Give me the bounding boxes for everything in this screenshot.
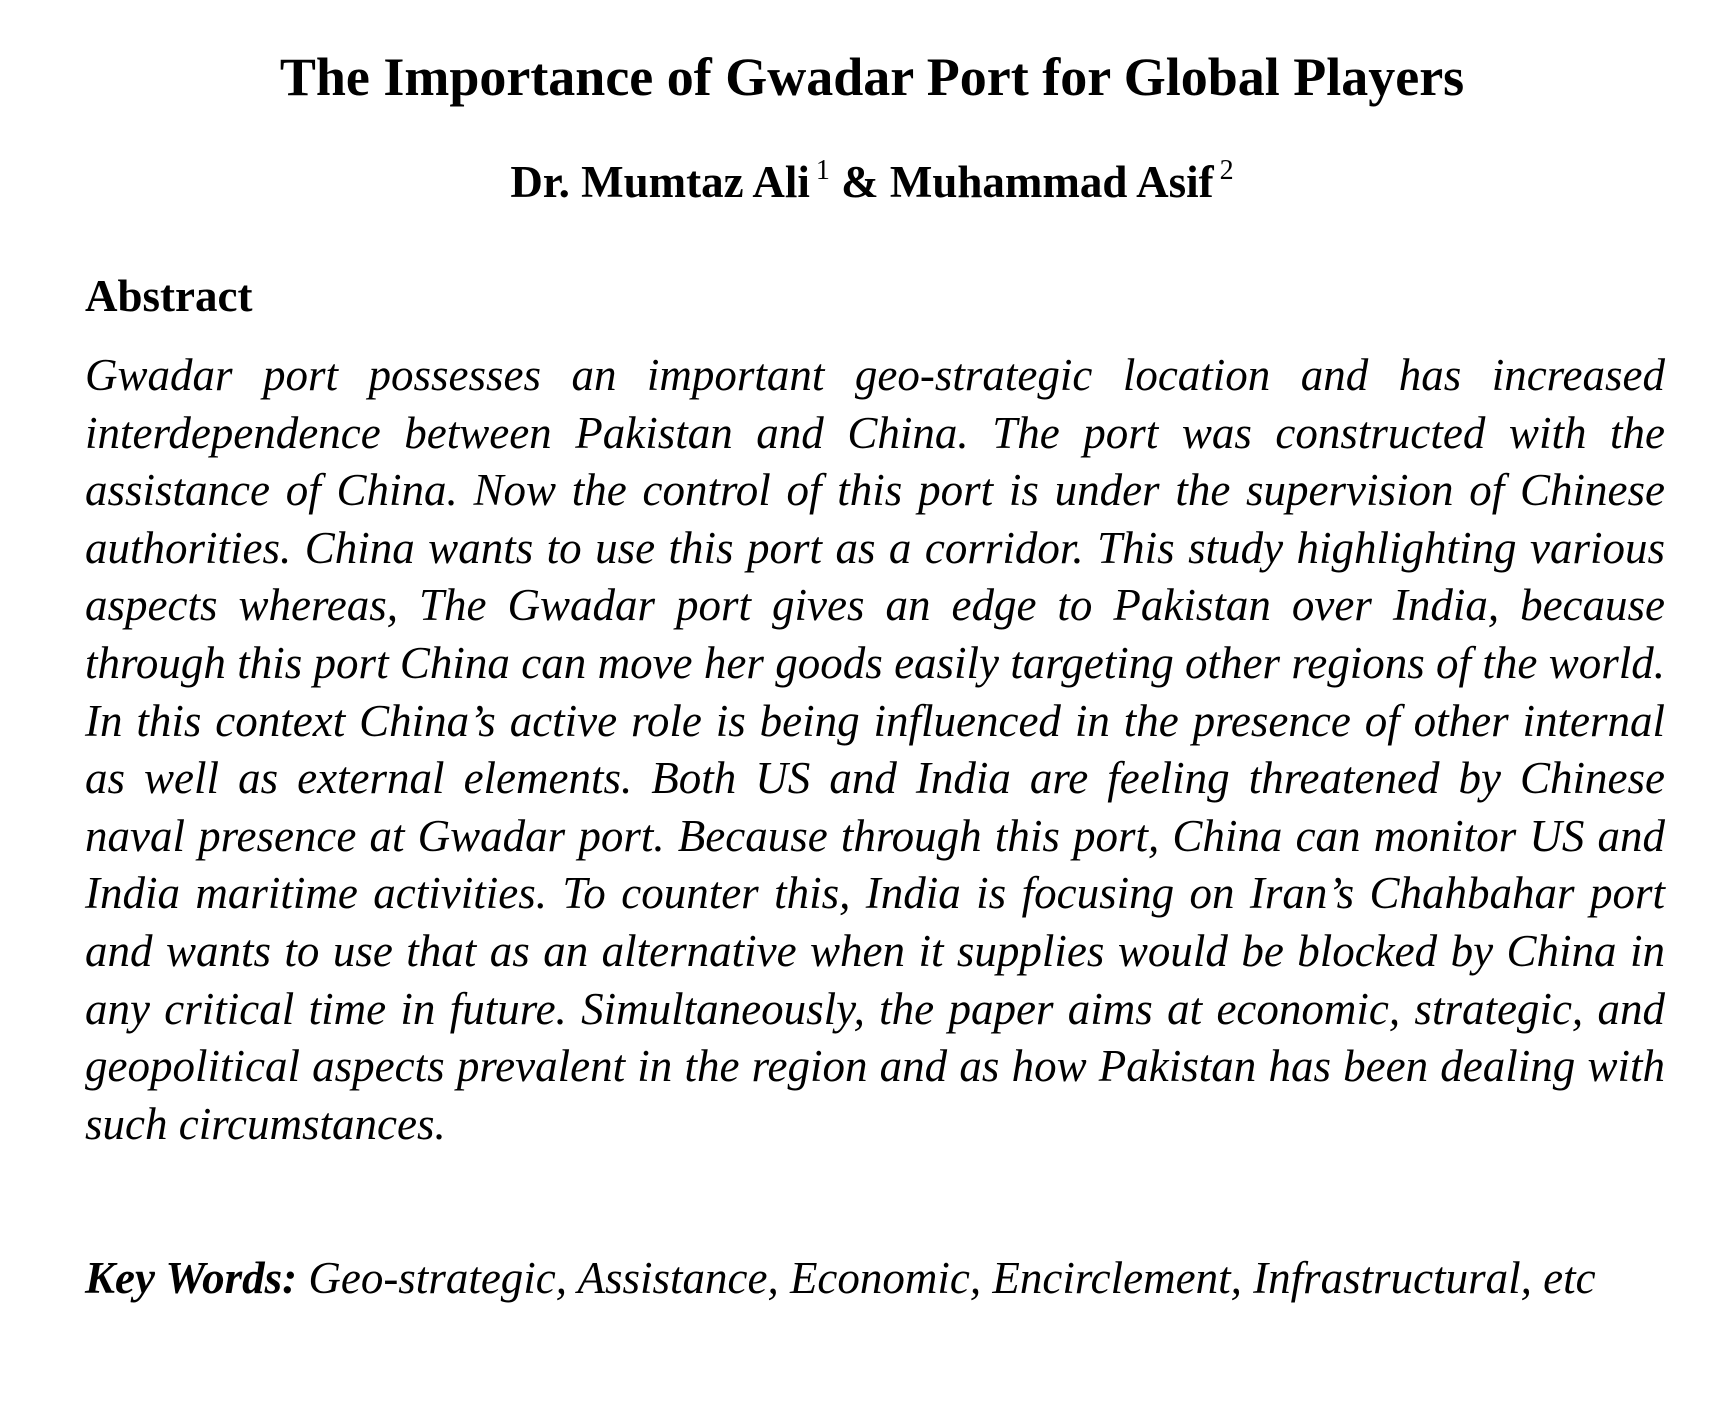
paper-title: The Importance of Gwadar Port for Global Players [279,47,1465,107]
abstract-heading: Abstract [85,271,253,321]
affiliation-mark-1: 1 [815,155,830,186]
keywords-label: Key Words: [85,1253,298,1303]
author-name-2: Muhammad Asif [889,157,1214,207]
abstract-text: Gwadar port possesses an important geo-strategic location and has increased interdependence between Pakistan and China. The port was constructed with the assistance of China. Now the control of this port is under the supervision of Chinese authorities. China wants to use this port as a corridor. This study highlighting various aspects whereas, The Gwadar port gives an edge to Pakistan over India, because through this port China can move her goods easily targeting other regions of the world. In this context China’s active role is being influenced in the presence of other internal as well as external elements. Both US and India are feeling threatened by Chinese naval presence at Gwadar port. Because through this port, China can monitor US and India maritime activities. To counter this, India is focusing on Iran’s Chahbahar port and wants to use that as an alternative when it supplies would be blocked by China in any critical time in future. Simultaneously, the paper aims at economic, strategic, and geopolitical aspects prevalent in the region and as how Pakistan has been dealing with such circumstances. [85,350,1665,1149]
keywords-list: Geo-strategic, Assistance, Economic, Encirclement, Infrastructural, etc [308,1253,1596,1303]
affiliation-mark-2: 2 [1219,155,1234,186]
keywords-paragraph [85,1250,1665,1308]
author-line [0,152,1712,212]
author-name-1: Dr. Mumtaz Ali [510,157,810,207]
author-separator: & [841,157,879,207]
